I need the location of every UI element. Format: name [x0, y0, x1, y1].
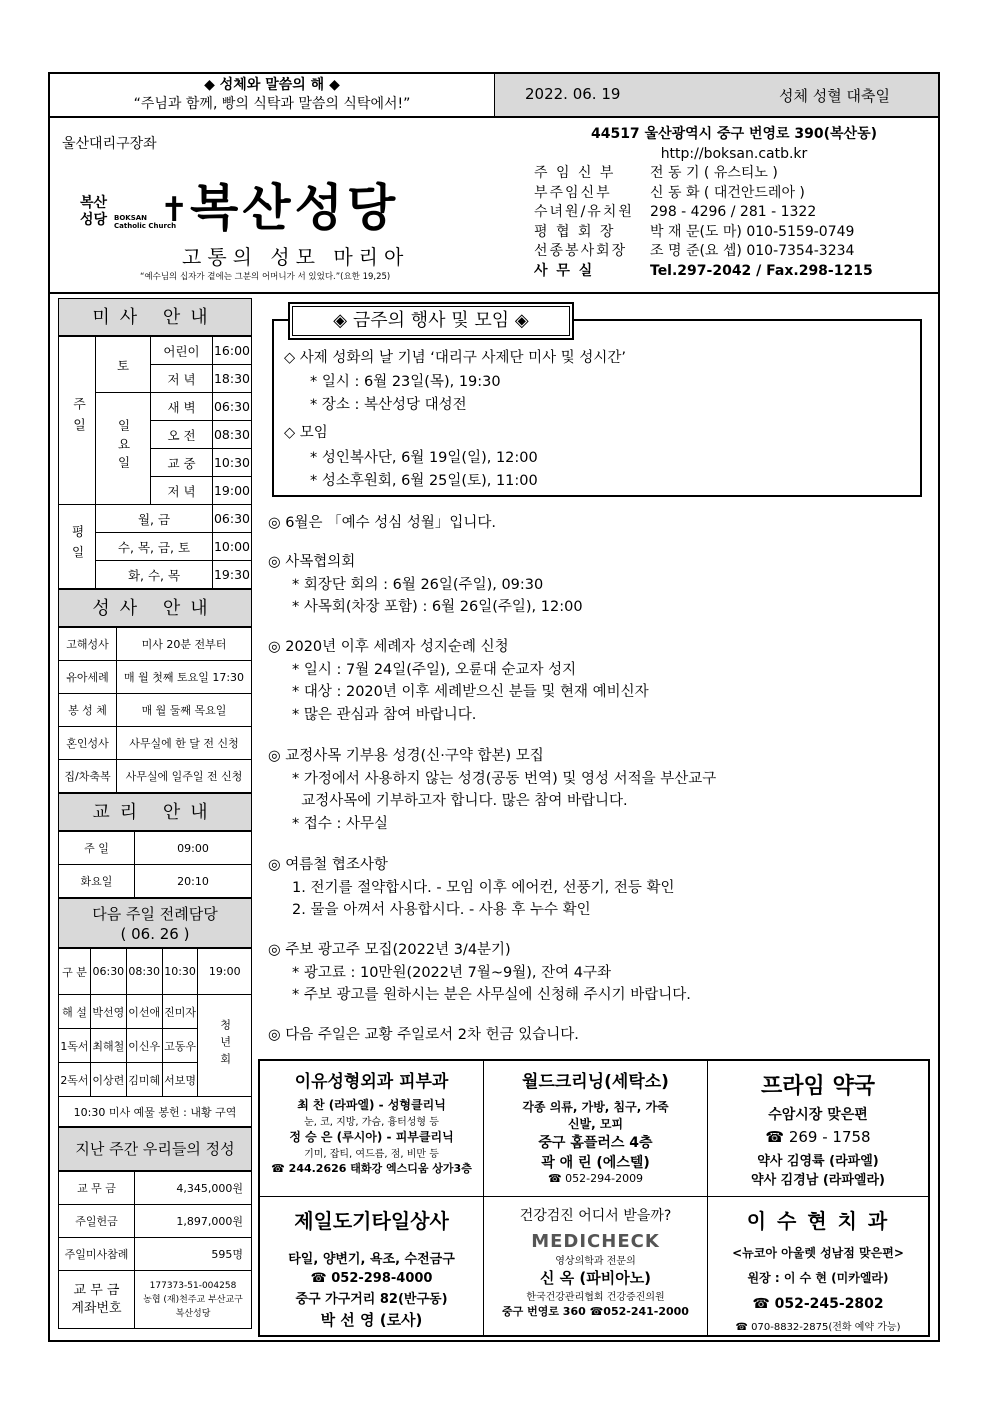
events-title: ◈ 금주의 행사 및 모임 ◈: [288, 302, 574, 340]
staff-role: 사 무 실: [534, 262, 595, 279]
mass-days: 월, 금: [96, 505, 213, 533]
bulletin-date: 2022. 06. 19: [525, 85, 621, 103]
left-column: [58, 298, 252, 1338]
ad-title: 건강검진 어디서 받을까?: [519, 1208, 672, 1224]
staff-role: 평 협 회 장: [534, 223, 616, 240]
ad-line: 타일, 양변기, 욕조, 수전금구: [288, 1252, 455, 1267]
notice-item: [268, 1024, 579, 1047]
slogan: [50, 74, 494, 116]
staff-row: [534, 242, 934, 262]
ad-line: <뉴코아 아울렛 성남점 맞은편>: [732, 1246, 904, 1260]
ad-line: 약사 김경남 (라파엘라): [751, 1173, 885, 1188]
scripture-quote: “예수님의 십자가 곁에는 그분의 어머니가 서 있었다.”(요한 19,25): [140, 272, 391, 282]
logo-text-2: 성당: [80, 212, 108, 228]
notice-line: * 광고료 : 10만원(2022년 7월~9월), 잔여 4구좌: [292, 964, 611, 981]
diocese-label: 울산대리구장좌: [62, 136, 157, 152]
staff-value: 298 - 4296 / 281 - 1322: [650, 204, 817, 220]
mass-time: 10:00: [213, 533, 252, 561]
mass-time: 19:30: [213, 561, 252, 589]
catechism-day: 화요일: [59, 865, 135, 898]
notice-item: [268, 636, 649, 726]
liturgy-person: 박선영: [90, 995, 126, 1029]
liturgy-person: 고동우: [162, 1029, 198, 1063]
notice-line: * 많은 관심과 참여 바랍니다.: [292, 706, 477, 723]
sacrament-name: 봉 성 체: [59, 694, 117, 727]
ad-line: ☎ 244.2626 태화강 엑스디움 상가3층: [271, 1162, 472, 1175]
event-detail: * 장소 : 복산성당 대성전: [310, 397, 467, 413]
ad-title: 월드크리닝(세탁소): [522, 1072, 669, 1092]
offering-title: 지난 주간 우리들의 정성: [58, 1127, 252, 1171]
mass-time: 06:30: [213, 505, 252, 533]
sacraments-title: 성사 안내: [58, 589, 252, 627]
staff-list: [534, 164, 934, 281]
offering-label: 주일헌금: [59, 1205, 135, 1238]
sunday-label: 주일: [59, 337, 96, 505]
feast-name: 성체 성혈 대축일: [779, 87, 890, 105]
notice-line: * 회장단 회의 : 6월 26일(주일), 09:30: [292, 576, 544, 593]
catechism-time: 09:00: [135, 832, 252, 865]
mass-name: 어린이: [151, 337, 213, 365]
notice-line: * 일시 : 7월 24일(주일), 오륜대 순교자 성지: [292, 661, 577, 678]
notice-line: 1. 전기를 절약합시다. - 모임 이후 에어컨, 선풍기, 전등 확인: [292, 879, 675, 896]
liturgy-person: 이선애: [126, 995, 162, 1029]
notice-heading: ◎ 다음 주일은 교황 주일로서 2차 헌금 있습니다.: [268, 1027, 579, 1043]
mass-time: 18:30: [213, 365, 252, 393]
offering-amount: 4,345,000원: [135, 1172, 252, 1205]
sacrament-info: 사무실에 한 달 전 신청: [117, 727, 252, 760]
logo-en-1: BOKSAN: [114, 214, 148, 222]
staff-role: 선종봉사회장: [534, 243, 628, 259]
ad-title: 이 수 현 치 과: [746, 1209, 890, 1233]
staff-value: 전 동 기 ( 유스티노 ): [650, 165, 778, 181]
saturday-label: 토: [96, 337, 151, 393]
website-link[interactable]: http://boksan.catb.kr: [660, 146, 808, 162]
notice-line: * 접수 : 사무실: [292, 815, 388, 832]
event-detail: * 성인복사단, 6월 19일(일), 12:00: [310, 450, 538, 466]
mass-days: 수, 목, 금, 토: [96, 533, 213, 561]
mass-name: 저 녁: [151, 365, 213, 393]
address: 44517 울산광역시 중구 번영로 390(복산동): [590, 126, 878, 142]
notice-item: [268, 939, 691, 1007]
offering-label: 주일미사참례: [59, 1238, 135, 1271]
notice-heading: ◎ 6월은 「예수 성심 성월」입니다.: [268, 515, 496, 531]
mass-name: 오 전: [151, 421, 213, 449]
liturgy-person: 김미혜: [126, 1063, 162, 1097]
staff-row: [534, 184, 934, 204]
staff-value: 조 명 준(요 셉) 010-7354-3234: [650, 243, 855, 259]
notice-item: [268, 512, 496, 535]
notice-item: [268, 551, 583, 619]
liturgy-head: 08:30: [126, 949, 162, 995]
church-info: [534, 124, 934, 281]
ad-line: 각종 의류, 가방, 침구, 가죽: [522, 1100, 669, 1114]
ad-title: 프라임 약국: [761, 1074, 875, 1099]
ad-line: 박 선 영 (로사): [320, 1311, 423, 1329]
ad-line: 중구 홈플러스 4층: [538, 1135, 653, 1151]
catechism-day: 주 일: [59, 832, 135, 865]
sacrament-name: 혼인성사: [59, 727, 117, 760]
ad-line: 영상의학과 전문의: [555, 1256, 636, 1267]
ad-pharmacy: [708, 1061, 928, 1197]
liturgy-role: 해 설: [59, 995, 91, 1029]
staff-role: 부주임신부: [534, 184, 612, 201]
mass-time: 10:30: [213, 449, 252, 477]
event-detail: * 일시 : 6월 23일(목), 19:30: [310, 374, 501, 390]
liturgy-head: 06:30: [90, 949, 126, 995]
staff-row: [534, 223, 934, 243]
notice-item: [268, 854, 675, 922]
mass-time: 19:00: [213, 477, 252, 505]
offering-amount: 595명: [135, 1238, 252, 1271]
ad-line: ☎ 070-8832-2875(전화 예약 가능): [735, 1322, 901, 1333]
staff-value: Tel.297-2042 / Fax.298-1215: [650, 262, 873, 279]
header: [50, 118, 938, 294]
mass-title: 미사 안내: [58, 298, 252, 336]
notice-heading: ◎ 사목협의회: [268, 554, 356, 570]
catechism-time: 20:10: [135, 865, 252, 898]
liturgy-person: 최해철: [90, 1029, 126, 1063]
logo-text-1: 복산: [80, 195, 108, 211]
notice-line: * 사목회(차장 포함) : 6월 26일(주일), 12:00: [292, 599, 583, 615]
ad-line: 수암시장 맞은편: [768, 1107, 868, 1123]
youth-group: 청년회: [198, 995, 252, 1097]
patron-saint: 고통의 성모 마리아: [182, 245, 410, 269]
catechism-table: [58, 831, 252, 898]
ad-line: ☎ 269 - 1758: [765, 1128, 871, 1146]
ad-line: 원장 : 이 수 현 (미카엘라): [747, 1271, 889, 1285]
ad-line: 최 찬 (라파엘) - 성형클리닉: [297, 1098, 446, 1112]
logo-en-2: Catholic Church: [114, 222, 177, 230]
mass-name: 새 벽: [151, 393, 213, 421]
sacrament-name: 집/차축복: [59, 760, 117, 793]
offering-table: [58, 1171, 252, 1329]
ad-laundry: [484, 1061, 708, 1197]
notice-heading: ◎ 교정사목 기부용 성경(신·구약 합본) 모집: [268, 748, 544, 764]
events-box: [272, 319, 922, 497]
sacrament-info: 매 월 둘째 목요일: [117, 694, 252, 727]
staff-row: [534, 262, 934, 282]
ad-line: 신 옥 (파비아노): [539, 1269, 652, 1287]
notice-line: * 가정에서 사용하지 않는 성경(공동 번역) 및 영성 서적을 부산교구: [292, 770, 717, 787]
event-item: ◇ 모임: [284, 425, 328, 441]
ad-title: 이유성형외과 피부과: [294, 1072, 449, 1092]
liturgy-head: 19:00: [198, 949, 252, 995]
ad-line: 한국건강관리협회 건강증진의원: [526, 1292, 665, 1303]
offering-amount: 1,897,000원: [135, 1205, 252, 1238]
liturgy-person: 이신우: [126, 1029, 162, 1063]
liturgy-title-text: 다음 주일 전례담당: [92, 905, 218, 923]
liturgy-table: [58, 948, 252, 1127]
liturgy-head: 10:30: [162, 949, 198, 995]
liturgy-date: ( 06. 26 ): [120, 925, 190, 943]
ad-line: ☎ 052-245-2802: [752, 1296, 884, 1312]
liturgy-person: 이상련: [90, 1063, 126, 1097]
staff-row: [534, 203, 934, 223]
liturgy-head: 구 분: [59, 949, 91, 995]
sacrament-name: 유아세례: [59, 661, 117, 694]
liturgy-role: 2독서: [59, 1063, 91, 1097]
notice-line: 2. 물을 아껴서 사용합시다. - 사용 후 누수 확인: [292, 902, 591, 918]
ad-line: 신발, 모피: [567, 1117, 624, 1131]
mass-days: 화, 수, 목: [96, 561, 213, 589]
bulletin-page: [48, 72, 940, 1342]
notice-heading: ◎ 여름철 협조사항: [268, 857, 388, 873]
liturgy-role: 1독서: [59, 1029, 91, 1063]
mass-time: 16:00: [213, 337, 252, 365]
top-band: [50, 74, 938, 118]
sacrament-info: 미사 20분 전부터: [117, 628, 252, 661]
ad-line: 곽 애 린 (에스텔): [541, 1155, 650, 1171]
staff-row: [534, 164, 934, 184]
liturgy-title: [58, 898, 252, 948]
liturgy-note: 10:30 미사 예물 봉헌 : 내황 구역: [59, 1097, 252, 1127]
ad-line: 약사 김영륙 (라파엘): [757, 1154, 879, 1169]
staff-role: 주 임 신 부: [534, 165, 616, 181]
slogan-title: ◆ 성체와 말씀의 해 ◆: [204, 77, 340, 93]
mass-name: 교 중: [151, 449, 213, 477]
ad-line: 기미, 잡티, 여드름, 점, 비만 등: [304, 1149, 439, 1160]
ad-dental: [708, 1197, 928, 1335]
church-name: 복산성당: [190, 178, 400, 237]
ad-line: 중구 번영로 360 ☎052-241-2000: [502, 1305, 689, 1318]
account-number: 177373-51-004258 농협 (재)천주교 부산교구 복산성당: [135, 1271, 252, 1329]
sacrament-info: 사무실에 일주일 전 신청: [117, 760, 252, 793]
ad-line: ☎ 052-298-4000: [310, 1271, 433, 1286]
ad-line: ☎ 052-294-2009: [547, 1172, 644, 1185]
staff-role: 수녀원/유치원: [534, 204, 634, 220]
notice-line: 교정사목에 기부하고자 합니다. 많은 참여 바랍니다.: [292, 793, 628, 809]
weekday-label: 평일: [59, 505, 96, 589]
account-label: 교 무 금 계좌번호: [59, 1271, 135, 1329]
event-detail: * 성소후원회, 6월 25일(토), 11:00: [310, 473, 538, 489]
notice-heading: ◎ 2020년 이후 세례자 성지순례 신청: [268, 639, 509, 655]
mass-name: 저 녁: [151, 477, 213, 505]
liturgy-person: 서보명: [162, 1063, 198, 1097]
mass-time: 06:30: [213, 393, 252, 421]
offering-label: 교 무 금: [59, 1172, 135, 1205]
ad-line: 눈, 코, 지방, 가슴, 흉터성형 등: [304, 1117, 439, 1128]
notice-heading: ◎ 주보 광고주 모집(2022년 3/4분기): [268, 942, 511, 958]
slogan-text: “주님과 함께, 빵의 식탁과 말씀의 식탁에서!”: [133, 96, 411, 112]
staff-value: 박 재 문(도 마) 010-5159-0749: [650, 223, 855, 240]
ad-line: 중구 가구거리 82(반구동): [295, 1292, 448, 1307]
sacraments-table: [58, 627, 252, 793]
catechism-title: 교리 안내: [58, 793, 252, 831]
notice-item: [268, 745, 716, 835]
ad-clinic: [260, 1061, 484, 1197]
ad-line: 정 승 은 (루시아) - 피부클리닉: [289, 1130, 454, 1144]
mass-time: 08:30: [213, 421, 252, 449]
date-feast-box: [494, 74, 938, 116]
sunday-day-label: 일요일: [96, 393, 151, 505]
ads-grid: [258, 1059, 930, 1337]
event-item: ◇ 사제 성화의 날 기념 ‘대리구 사제단 미사 및 성시간’: [284, 350, 626, 366]
ad-tile: [260, 1197, 484, 1335]
ad-medicheck: [484, 1197, 708, 1335]
mass-table: [58, 336, 252, 589]
sacrament-info: 매 월 첫째 토요일 17:30: [117, 661, 252, 694]
staff-value: 신 동 화 ( 대건안드레아 ): [650, 184, 805, 201]
notice-line: * 대상 : 2020년 이후 세례받으신 분들 및 현재 예비신자: [292, 684, 649, 700]
liturgy-person: 진미자: [162, 995, 198, 1029]
sacrament-name: 고해성사: [59, 628, 117, 661]
ad-title: 제일도기타일상사: [294, 1209, 449, 1233]
notice-line: * 주보 광고를 원하시는 분은 사무실에 신청해 주시기 바랍니다.: [292, 987, 691, 1003]
medicheck-logo: MEDICHECK: [531, 1231, 660, 1252]
cross-icon: ✝: [160, 190, 189, 230]
church-logo: [80, 195, 107, 229]
